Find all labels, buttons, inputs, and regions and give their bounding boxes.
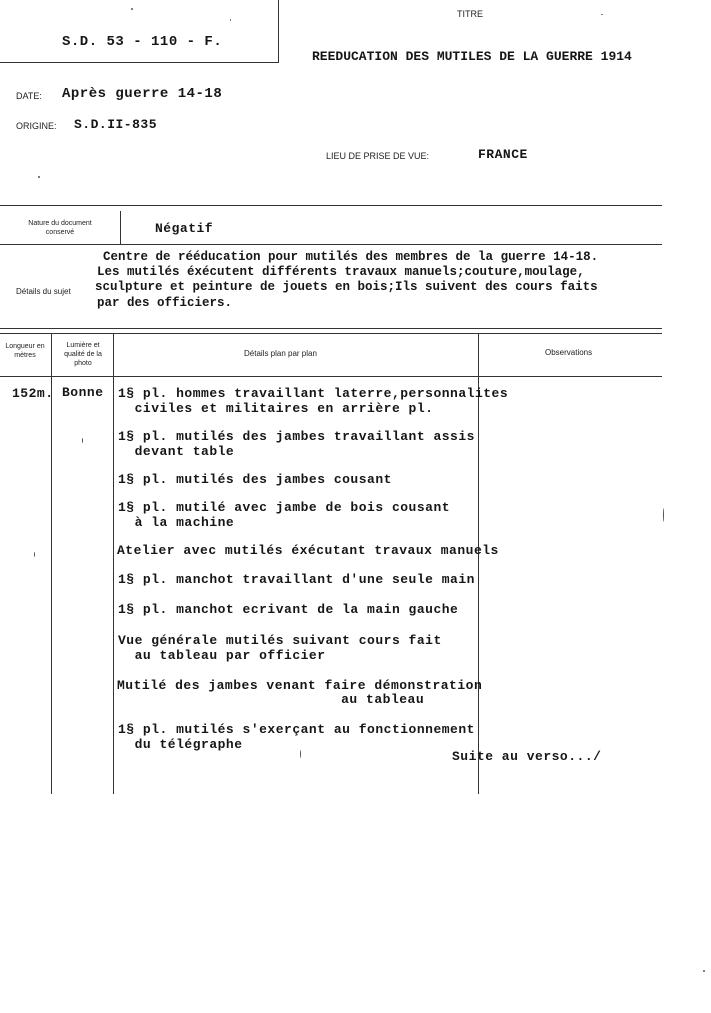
nature-divider xyxy=(120,211,121,244)
nature-label: Nature du document conservé xyxy=(28,220,92,236)
shot-4-line-2: à la machine xyxy=(118,515,235,530)
shot-9-line-1: Mutilé des jambes venant faire démonstration xyxy=(117,678,483,693)
shot-7-line-1: 1§ pl. manchot ecrivant de la main gauche xyxy=(118,602,459,617)
header-longueur: Longueur en mètres xyxy=(5,343,45,359)
scan-speck xyxy=(703,970,705,972)
scan-speck xyxy=(230,19,231,21)
titre-label: TITRE xyxy=(457,9,483,19)
shot-4-line-1: 1§ pl. mutilé avec jambe de bois cousant xyxy=(118,500,451,515)
shot-1-line-2: civiles et militaires en arrière pl. xyxy=(118,401,434,416)
shot-8-line-2: au tableau par officier xyxy=(118,648,326,663)
header-details: Détails plan par plan xyxy=(244,349,317,358)
nature-top-rule xyxy=(0,205,662,206)
column-rule-1 xyxy=(51,334,52,794)
shot-5-line-1: Atelier avec mutilés éxécutant travaux manuels xyxy=(117,543,499,558)
shot-9-line-2: au tableau xyxy=(117,692,425,707)
column-rule-2 xyxy=(113,334,114,794)
scan-speck xyxy=(601,14,603,15)
shot-10-line-2: du télégraphe xyxy=(118,737,243,752)
longueur-value: 152m. xyxy=(12,386,54,401)
scan-speck xyxy=(300,750,301,758)
scan-speck xyxy=(82,438,83,443)
header-divider-vertical xyxy=(278,0,279,63)
continuation-note: Suite au verso.../ xyxy=(452,749,602,764)
shot-6-line-1: 1§ pl. manchot travaillant d'une seule main xyxy=(118,572,475,587)
document-reference: S.D. 53 - 110 - F. xyxy=(62,34,223,50)
details-sujet-label: Détails du sujet xyxy=(16,287,71,296)
date-value: Après guerre 14-18 xyxy=(62,86,223,102)
shot-3-line-1: 1§ pl. mutilés des jambes cousant xyxy=(118,472,392,487)
header-lumiere: Lumière et qualité de la photo xyxy=(64,342,102,367)
scan-speck xyxy=(34,552,35,557)
document-title: REEDUCATION DES MUTILES DE LA GUERRE 1914 xyxy=(312,49,632,64)
nature-value: Négatif xyxy=(155,221,214,236)
shot-2-line-2: devant table xyxy=(118,444,235,459)
origine-label: ORIGINE: xyxy=(16,121,57,131)
shot-10-line-1: 1§ pl. mutilés s'exerçant au fonctionnement xyxy=(118,722,475,737)
shot-2-line-1: 1§ pl. mutilés des jambes travaillant assis xyxy=(118,429,475,444)
details-sujet-line-2: Les mutilés éxécutent différents travaux manuels;couture,moulage, xyxy=(97,265,585,279)
details-sujet-bottom-rule xyxy=(0,328,662,329)
lumiere-value: Bonne xyxy=(62,385,104,400)
table-header-rule xyxy=(0,376,662,377)
scan-speck xyxy=(663,508,664,522)
header-observations: Observations xyxy=(545,348,593,357)
origine-value: S.D.II-835 xyxy=(74,117,158,132)
scan-speck xyxy=(131,8,133,10)
column-rule-3 xyxy=(478,334,479,794)
details-sujet-line-3: sculpture et peinture de jouets en bois;Ils suivent des cours faits xyxy=(95,280,598,294)
nature-bottom-rule xyxy=(0,244,662,245)
shot-1-line-1: 1§ pl. hommes travaillant laterre,personnalites xyxy=(118,386,509,401)
header-divider-left xyxy=(0,62,278,63)
lieu-label: LIEU DE PRISE DE VUE: xyxy=(326,151,430,161)
table-top-rule xyxy=(0,333,662,334)
details-sujet-line-1: Centre de rééducation pour mutilés des membres de la guerre 14-18. xyxy=(103,250,599,264)
date-label: DATE: xyxy=(16,91,42,101)
scan-speck xyxy=(38,176,40,178)
lieu-value: FRANCE xyxy=(478,147,528,162)
details-sujet-line-4: par des officiers. xyxy=(97,296,233,310)
shot-8-line-1: Vue générale mutilés suivant cours fait xyxy=(118,633,442,648)
